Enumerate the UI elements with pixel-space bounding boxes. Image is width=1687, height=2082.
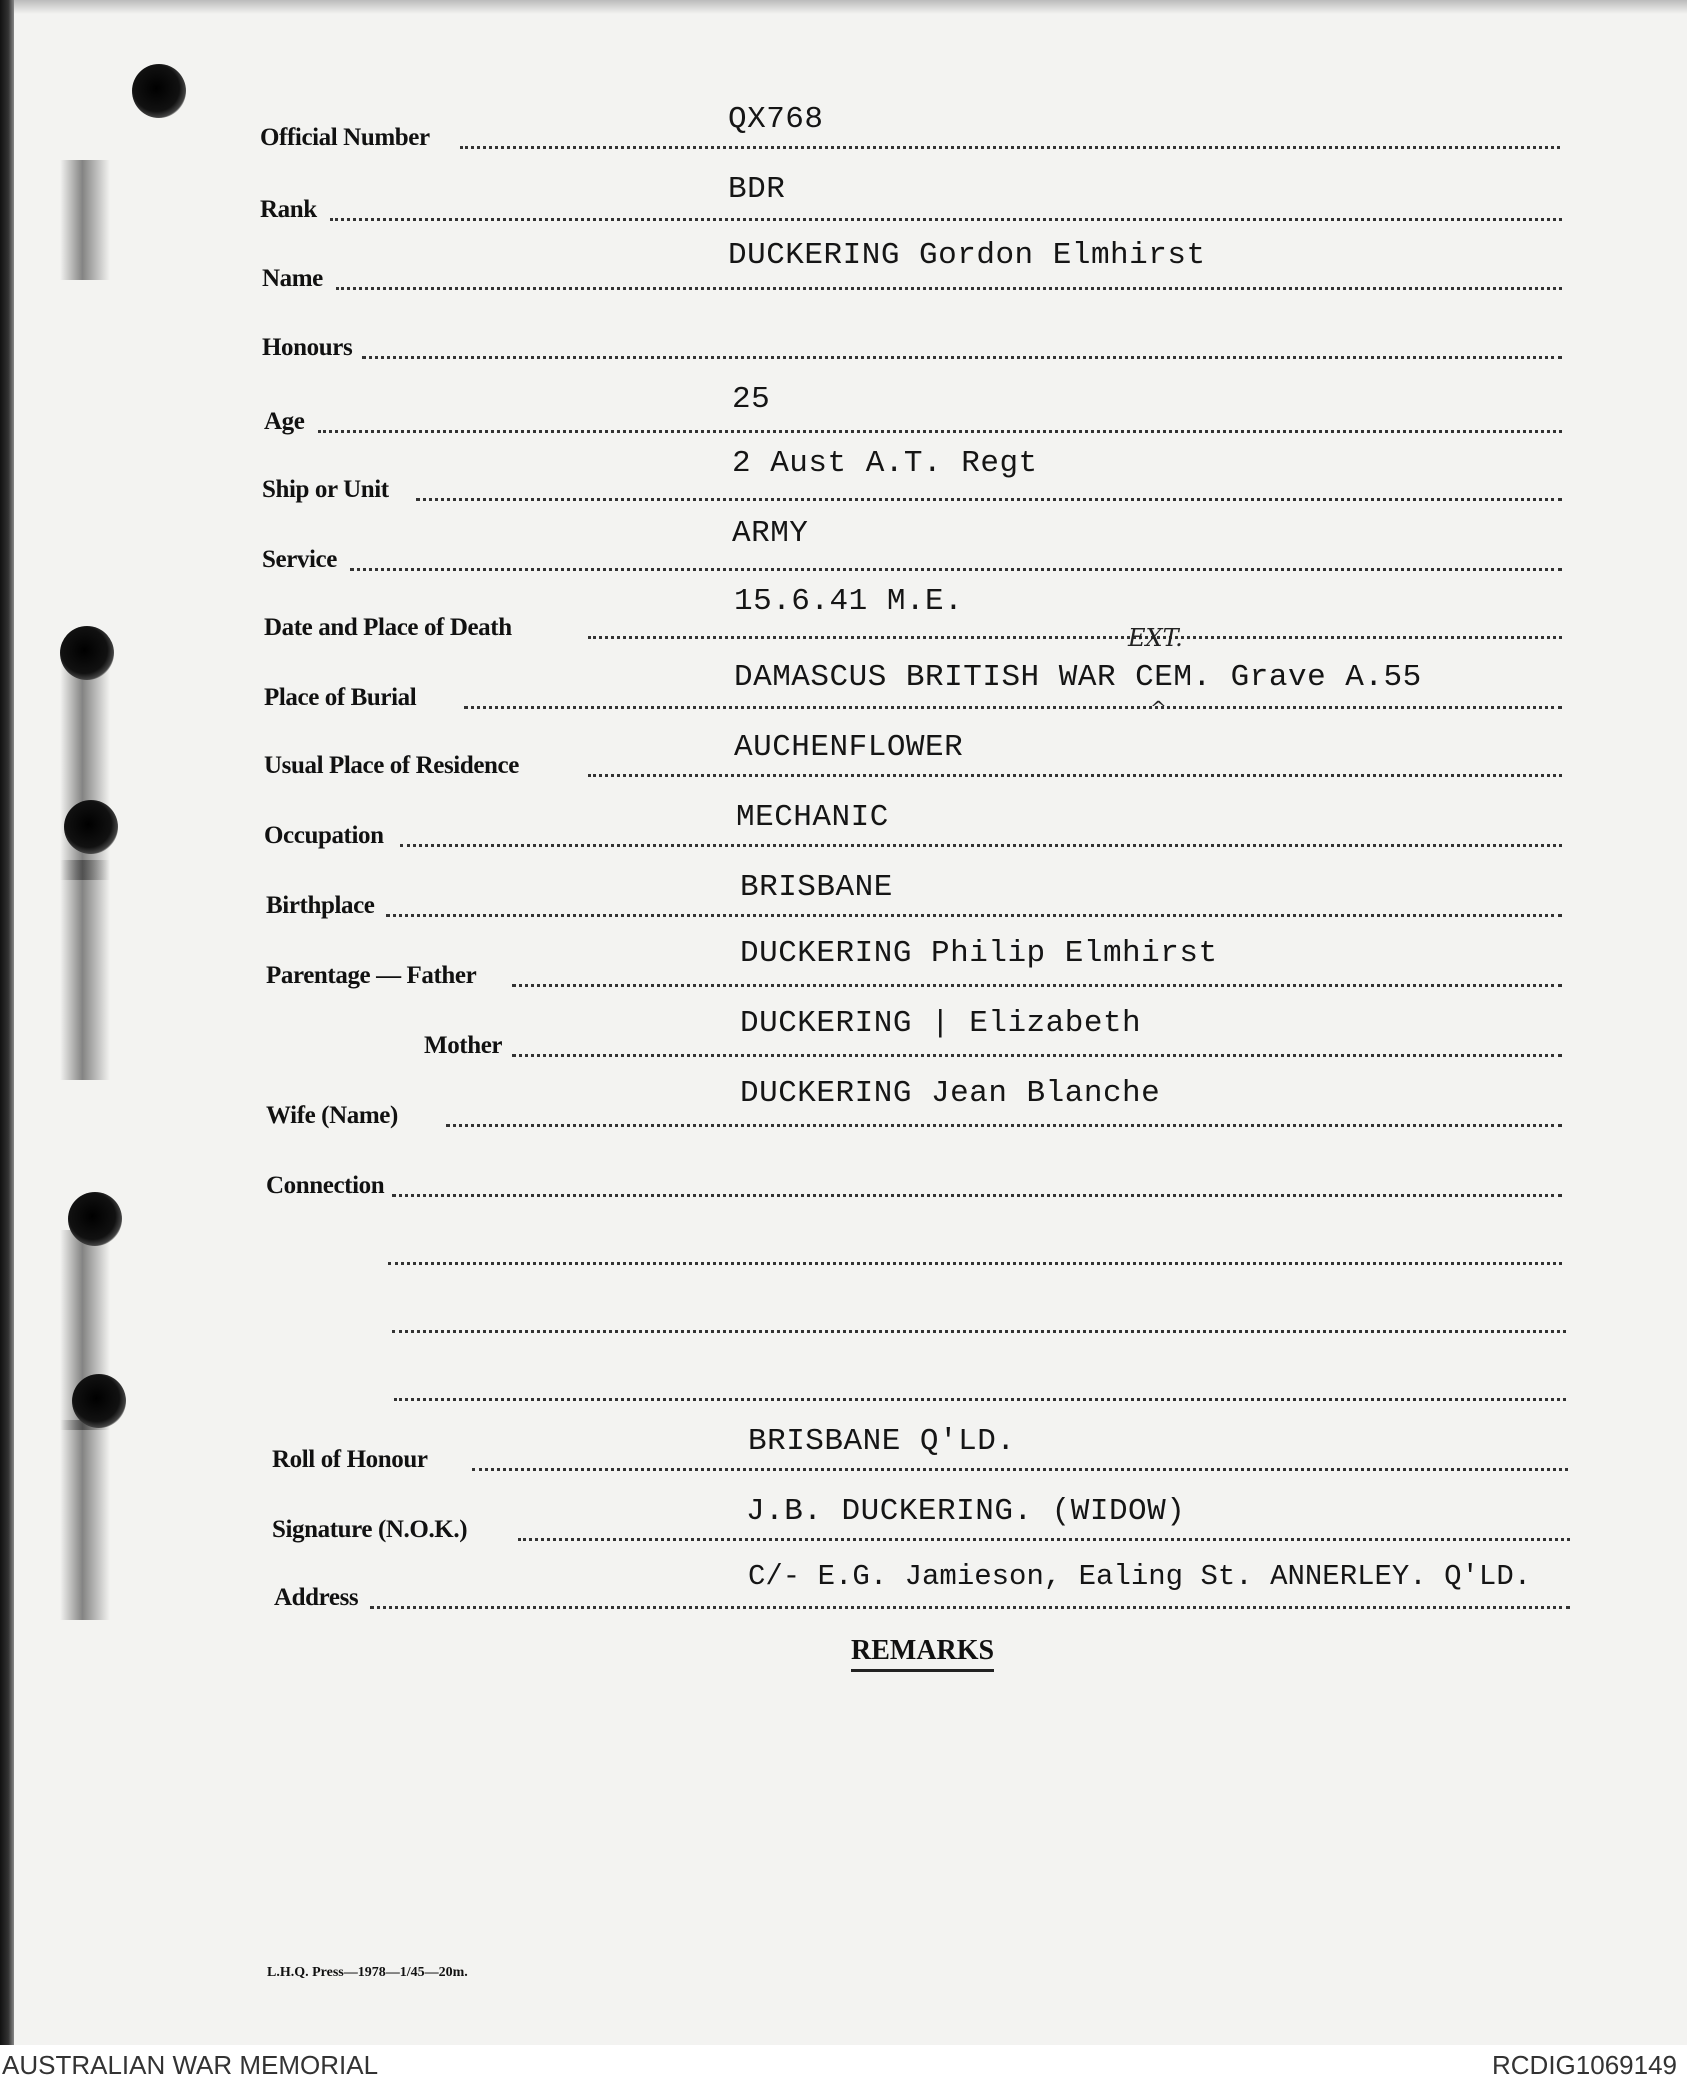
dotted-line — [588, 636, 1562, 639]
dotted-line — [388, 1262, 1562, 1265]
value-signature: J.B. DUCKERING. (WIDOW) — [746, 1494, 1186, 1529]
value-place-of-burial: DAMASCUS BRITISH WAR CEM. Grave A.55 — [734, 660, 1422, 695]
value-rank: BDR — [728, 172, 786, 207]
dotted-line — [518, 1538, 1570, 1541]
label-rank: Rank — [260, 196, 321, 224]
punch-hole — [68, 1192, 122, 1246]
label-roll-of-honour: Roll of Honour — [272, 1446, 432, 1474]
archive-caption-right: RCDIG1069149 — [1492, 2050, 1677, 2080]
value-mother: DUCKERING | Elizabeth — [740, 1006, 1142, 1041]
dotted-line — [464, 706, 1562, 709]
scan-streak — [60, 860, 110, 1080]
label-honours: Honours — [262, 334, 356, 362]
label-address: Address — [274, 1584, 362, 1612]
label-official-number: Official Number — [260, 124, 434, 152]
value-birthplace: BRISBANE — [740, 870, 893, 905]
label-mother: Mother — [424, 1032, 506, 1060]
value-date-place-death: 15.6.41 M.E. — [734, 584, 964, 619]
dotted-line — [370, 1606, 1570, 1609]
label-signature: Signature (N.O.K.) — [272, 1516, 471, 1544]
value-official-number: QX768 — [728, 102, 824, 137]
printer-imprint: L.H.Q. Press—1978—1/45—20m. — [267, 1965, 468, 1980]
dotted-line — [330, 218, 1562, 221]
scan-edge-left — [0, 0, 14, 2045]
punch-hole — [72, 1374, 126, 1428]
value-wife: DUCKERING Jean Blanche — [740, 1076, 1161, 1111]
value-usual-residence: AUCHENFLOWER — [734, 730, 964, 765]
label-usual-residence: Usual Place of Residence — [264, 752, 523, 780]
dotted-line — [512, 1054, 1562, 1057]
value-age: 25 — [732, 382, 771, 417]
dotted-line — [336, 287, 1562, 290]
label-name: Name — [262, 265, 327, 293]
scan-streak — [60, 160, 110, 280]
label-father: Parentage — Father — [266, 962, 480, 990]
label-occupation: Occupation — [264, 822, 388, 850]
archive-caption-left: AUSTRALIAN WAR MEMORIAL — [2, 2050, 379, 2080]
burial-annotation: EXT. — [1128, 624, 1183, 652]
value-roll-of-honour: BRISBANE Q'LD. — [748, 1424, 1016, 1459]
punch-hole — [60, 626, 114, 680]
label-date-place-death: Date and Place of Death — [264, 614, 516, 642]
scan-edge-top — [0, 0, 1687, 14]
dotted-line — [362, 356, 1562, 359]
dotted-line — [350, 568, 1562, 571]
label-place-of-burial: Place of Burial — [264, 684, 420, 712]
dotted-line — [386, 914, 1562, 917]
remarks-heading: REMARKS — [851, 1635, 994, 1672]
value-father: DUCKERING Philip Elmhirst — [740, 936, 1218, 971]
dotted-line — [588, 774, 1562, 777]
label-birthplace: Birthplace — [266, 892, 379, 920]
label-age: Age — [264, 408, 308, 436]
dotted-line — [472, 1468, 1568, 1471]
dotted-line — [394, 1398, 1566, 1401]
label-service: Service — [262, 546, 341, 574]
label-ship-or-unit: Ship or Unit — [262, 476, 393, 504]
value-name: DUCKERING Gordon Elmhirst — [728, 238, 1206, 273]
dotted-line — [460, 146, 1560, 149]
value-ship-or-unit: 2 Aust A.T. Regt — [732, 446, 1038, 481]
punch-hole — [64, 800, 118, 854]
value-address: C/- E.G. Jamieson, Ealing St. ANNERLEY. Q'LD. — [748, 1560, 1532, 1593]
dotted-line — [446, 1124, 1562, 1127]
dotted-line — [400, 844, 1562, 847]
scan-streak — [60, 1420, 110, 1620]
label-wife: Wife (Name) — [266, 1102, 402, 1130]
dotted-line — [512, 984, 1562, 987]
dotted-line — [416, 498, 1562, 501]
label-connection: Connection — [266, 1172, 388, 1200]
value-service: ARMY — [732, 516, 809, 551]
value-occupation: MECHANIC — [736, 800, 889, 835]
dotted-line — [318, 430, 1562, 433]
punch-hole — [132, 64, 186, 118]
dotted-line — [392, 1194, 1562, 1197]
dotted-line — [392, 1330, 1566, 1333]
caret-mark: ^ — [1150, 696, 1167, 720]
